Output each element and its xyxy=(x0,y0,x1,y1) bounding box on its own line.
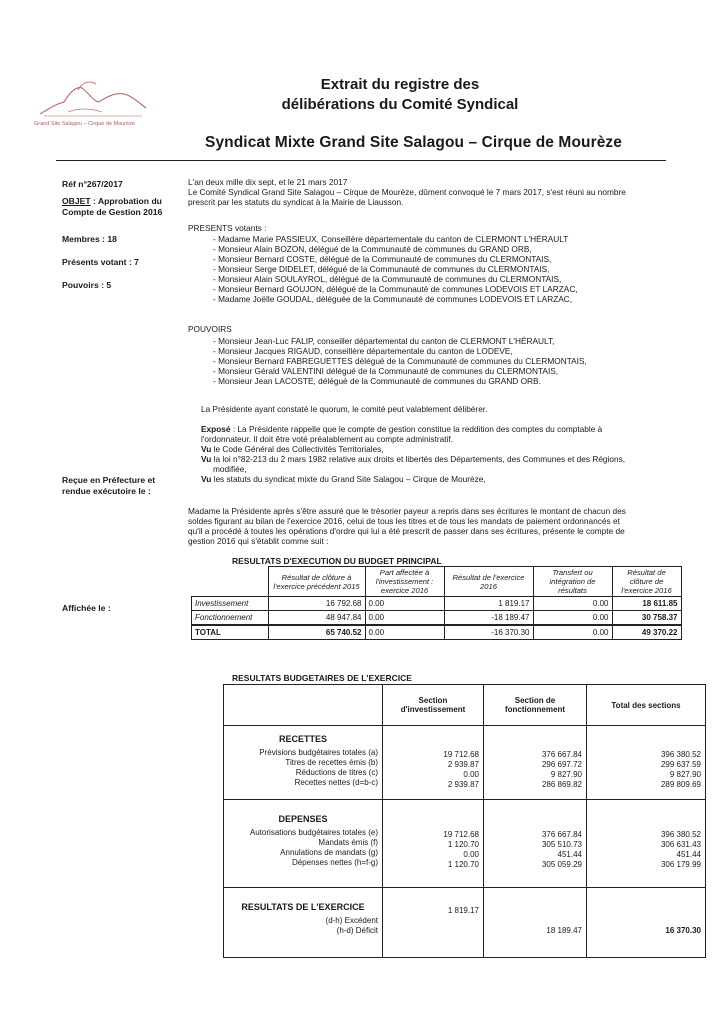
quorum-text: La Présidente ayant constaté le quorum, le comité peut valablement délibérer. xyxy=(201,404,488,414)
pouvoirs-count: Pouvoirs : 5 xyxy=(62,280,112,290)
table-cell: -16 370.30 xyxy=(444,625,533,640)
document-subtitle: Syndicat Mixte Grand Site Salagou – Cirque de Mourèze xyxy=(205,134,623,151)
vu-line-cont: modifiée, xyxy=(213,464,247,474)
row-label: Prévisions budgétaires totales (a) xyxy=(259,748,378,757)
table-header-row xyxy=(224,685,706,726)
row-label: Autorisations budgétaires totales (e) xyxy=(249,828,378,837)
section-labels xyxy=(224,888,383,958)
table-cell: 1 120.70 xyxy=(447,860,479,869)
column-header: Résultat de l'exercice 2016 xyxy=(444,567,533,597)
column-values xyxy=(484,726,587,800)
table-cell: 2 939.87 xyxy=(447,760,479,769)
table-cell: 19 712.68 xyxy=(443,750,479,759)
ref-number: Réf n°267/2017 xyxy=(62,179,123,189)
table-row xyxy=(192,611,682,626)
table-cell: 306 179.99 xyxy=(660,860,701,869)
table-cell: 396 380.52 xyxy=(660,750,701,759)
depenses-section xyxy=(224,800,706,888)
objet-label: OBJET xyxy=(62,196,91,206)
table-cell: 18 189.47 xyxy=(546,926,582,935)
recettes-section xyxy=(224,726,706,800)
intro-line: L'an deux mille dix sept, et le 21 mars 2017 xyxy=(188,177,348,187)
section-heading: RECETTES xyxy=(278,734,327,744)
table-row xyxy=(192,597,682,611)
table-cell: 1 819.17 xyxy=(444,597,533,611)
column-values xyxy=(383,888,484,958)
vu-line xyxy=(201,444,691,454)
section-heading: DEPENSES xyxy=(278,814,328,824)
table-corner xyxy=(192,567,269,597)
column-values xyxy=(484,800,587,888)
table-cell: 2 939.87 xyxy=(447,780,479,789)
table-cell: 16 370.30 xyxy=(665,926,701,935)
document-title-line1: Extrait du registre des xyxy=(320,76,480,93)
list-item: - Monsieur Serge DIDELET, délégué de la Communauté de communes du CLERMONTAIS, xyxy=(213,264,578,274)
presents-list xyxy=(213,234,578,304)
list-item: - Monsieur Bernard GOUJON, délégué de la Communauté de communes LODEVOIS ET LARZAC, xyxy=(213,284,578,294)
table2-title: RESULTATS BUDGETAIRES DE L'EXERCICE xyxy=(232,673,412,683)
section-labels xyxy=(224,726,383,800)
section-labels xyxy=(224,800,383,888)
table-cell: 451.44 xyxy=(557,850,582,859)
table-cell: 396 380.52 xyxy=(660,830,701,839)
presents-votant: Présents votant : 7 xyxy=(62,257,139,267)
mountain-logo-icon xyxy=(38,78,148,120)
list-item: - Monsieur Jacques RIGAUD, conseillère départementale du canton de LODEVE, xyxy=(213,346,587,356)
table-cell: -18 189.47 xyxy=(444,611,533,626)
table-cell: 0.00 xyxy=(365,625,444,640)
table-cell: 289 809.69 xyxy=(660,780,701,789)
pouvoirs-heading: POUVOIRS xyxy=(188,324,232,334)
column-header: Résultat de clôture à l'exercice précédent 2015 xyxy=(268,567,365,597)
table-cell: 1 120.70 xyxy=(447,840,479,849)
table-total-row xyxy=(192,625,682,640)
row-label: Mandats émis (f) xyxy=(318,838,378,847)
table-cell: 0.00 xyxy=(463,850,479,859)
table-cell xyxy=(488,916,582,926)
table-cell: 299 637.59 xyxy=(660,760,701,769)
table-cell: 9 827.90 xyxy=(669,770,701,779)
presentation-paragraph xyxy=(188,506,678,546)
para-line: gestion 2016 qui s'établit comme suit : xyxy=(188,536,329,546)
column-values xyxy=(484,888,587,958)
expose-line xyxy=(201,424,691,434)
vu-label: Vu xyxy=(201,474,212,484)
list-item: - Monsieur Bernard COSTE, délégué de la Communauté de communes du CLERMONTAIS, xyxy=(213,254,578,264)
intro-line: Le Comité Syndical Grand Site Salagou – Cirque de Mourèze, dûment convoqué le 7 mars 2017, s'est réuni au nombre xyxy=(188,187,626,197)
expose-line: l'ordonnateur. Il doit être voté préalablement au compte administratif. xyxy=(201,434,454,444)
table-cell: 451.44 xyxy=(676,850,701,859)
table-cell: 30 758.37 xyxy=(612,611,681,626)
column-values xyxy=(587,726,706,800)
execution-results-table xyxy=(191,566,682,640)
table-cell: 305 059.29 xyxy=(541,860,582,869)
row-label: Fonctionnement xyxy=(192,611,269,626)
list-item: - Monsieur Jean LACOSTE, délégué de la Communauté de communes du GRAND ORB. xyxy=(213,376,587,386)
table-cell: 1 819.17 xyxy=(447,906,479,915)
table-cell: 0.00 xyxy=(533,611,612,626)
affichee: Affichée le : xyxy=(62,603,111,613)
table-cell xyxy=(387,916,479,926)
table-cell: 0.00 xyxy=(365,597,444,611)
column-header: Résultat de clôture de l'exercice 2016 xyxy=(612,567,681,597)
column-header: Transfert ou intégration de résultats xyxy=(533,567,612,597)
vu-label: Vu xyxy=(201,454,212,464)
table-cell: 65 740.52 xyxy=(268,625,365,640)
row-label: TOTAL xyxy=(192,625,269,640)
column-values xyxy=(383,726,484,800)
column-header: Section d'investissement xyxy=(383,685,484,726)
row-label: Investissement xyxy=(192,597,269,611)
document-title-line2: délibérations du Comité Syndical xyxy=(281,96,519,113)
vu-line xyxy=(201,474,691,484)
para-line: Madame la Présidente après s'être assuré que le trésorier payeur a repris dans ses écritures le montant de chacun des xyxy=(188,506,626,516)
table-cell: 286 869.82 xyxy=(541,780,582,789)
table-cell: 0.00 xyxy=(533,597,612,611)
header-rule xyxy=(56,160,666,161)
vu-text: le Code Général des Collectivités Territoriales, xyxy=(211,444,384,454)
pouvoirs-list xyxy=(213,336,587,386)
table-cell: 48 947.84 xyxy=(268,611,365,626)
column-values xyxy=(587,888,706,958)
column-header: Total des sections xyxy=(587,685,706,726)
vu-label: Vu xyxy=(201,444,212,454)
table-cell: 306 631.43 xyxy=(660,840,701,849)
expose xyxy=(201,424,691,484)
table1-title: RESULTATS D'EXECUTION DU BUDGET PRINCIPAL xyxy=(232,556,442,566)
table-cell: 0.00 xyxy=(365,611,444,626)
logo xyxy=(38,78,148,120)
table-cell: 18 611.85 xyxy=(612,597,681,611)
objet-text: : Approbation du Compte de Gestion 2016 xyxy=(62,196,163,217)
table-cell: 19 712.68 xyxy=(443,830,479,839)
table-cell: 49 370.22 xyxy=(612,625,681,640)
section-heading: RESULTATS DE L'EXERCICE xyxy=(241,902,365,912)
list-item: - Monsieur Jean-Luc FALIP, conseiller départemental du canton de CLERMONT L'HÉRAULT, xyxy=(213,336,587,346)
table-cell: 376 667.84 xyxy=(541,830,582,839)
row-label: (d-h) Excédent xyxy=(325,916,378,925)
column-values xyxy=(383,800,484,888)
table-cell: 16 792.68 xyxy=(268,597,365,611)
objet xyxy=(62,196,182,218)
column-header: Part affectée à l'investissement : exercice 2016 xyxy=(365,567,444,597)
row-label: (h-d) Déficit xyxy=(336,926,378,935)
intro xyxy=(188,177,678,207)
resultats-section xyxy=(224,888,706,958)
expose-label: Exposé xyxy=(201,424,231,434)
table-corner xyxy=(224,685,383,726)
row-label: Réductions de titres (c) xyxy=(295,768,378,777)
intro-line: prescrit par les statuts du syndicat à la Mairie de Liausson. xyxy=(188,197,404,207)
table-cell xyxy=(591,916,701,926)
membres: Membres : 18 xyxy=(62,234,117,244)
row-label: Recettes nettes (d=b-c) xyxy=(294,778,378,787)
row-label: Titres de recettes émis (b) xyxy=(285,758,378,767)
table-cell: 305 510.73 xyxy=(541,840,582,849)
para-line: soldes figurant au bilan de l'exercice 2016, celui de tous les titres et de tous les mandats de paiement ordonnancés et xyxy=(188,516,620,526)
row-label: Dépenses nettes (h=f-g) xyxy=(291,858,378,867)
list-item: - Monsieur Alain SOULAYROL, délégué de la Communauté de communes du CLERMONTAIS, xyxy=(213,274,578,284)
list-item: - Monsieur Gérald VALENTINI délégué de la Communauté de communes du CLERMONTAIS, xyxy=(213,366,587,376)
logo-caption: Grand Site Salagou – Cirque de Mourèze xyxy=(34,121,135,127)
table-cell: 9 827.90 xyxy=(550,770,582,779)
column-values xyxy=(587,800,706,888)
table-cell: 0.00 xyxy=(533,625,612,640)
row-label: Annulations de mandats (g) xyxy=(280,848,378,857)
vu-text: les statuts du syndicat mixte du Grand Site Salagou – Cirque de Mourèze, xyxy=(211,474,486,484)
para-line: qu'il a procédé à toutes les opérations d'ordre qui lui a été prescrit de passer dans ses écritures, présente le compte de xyxy=(188,526,625,536)
table-header-row xyxy=(192,567,682,597)
list-item: - Madame Joëlle GOUDAL, déléguée de la Communauté de communes LODEVOIS ET LARZAC, xyxy=(213,294,578,304)
list-item: - Madame Marie PASSIEUX, Conseillère départementale du canton de CLERMONT L'HÉRAULT xyxy=(213,234,578,244)
vu-line xyxy=(201,454,691,464)
list-item: - Monsieur Alain BOZON, délégué de la Communauté de communes du GRAND ORB, xyxy=(213,244,578,254)
table-cell: 376 667.84 xyxy=(541,750,582,759)
presents-heading: PRESENTS votants : xyxy=(188,223,267,233)
expose-text: : La Présidente rappelle que le compte de gestion constitue la reddition des comptes du comptable à xyxy=(230,424,603,434)
recue-prefecture: Reçue en Préfecture et rendue exécutoire le : xyxy=(62,475,156,496)
table-cell: 296 697.72 xyxy=(541,760,582,769)
column-header: Section de fonctionnement xyxy=(484,685,587,726)
budget-results-table xyxy=(223,684,706,958)
list-item: - Monsieur Bernard FABREGUETTES délégué de la Communauté de communes du CLERMONTAIS, xyxy=(213,356,587,366)
vu-text: la loi n°82-213 du 2 mars 1982 relative aux droits et libertés des Départements, des Communes et des Régions, xyxy=(211,454,626,464)
table-cell: 0.00 xyxy=(463,770,479,779)
